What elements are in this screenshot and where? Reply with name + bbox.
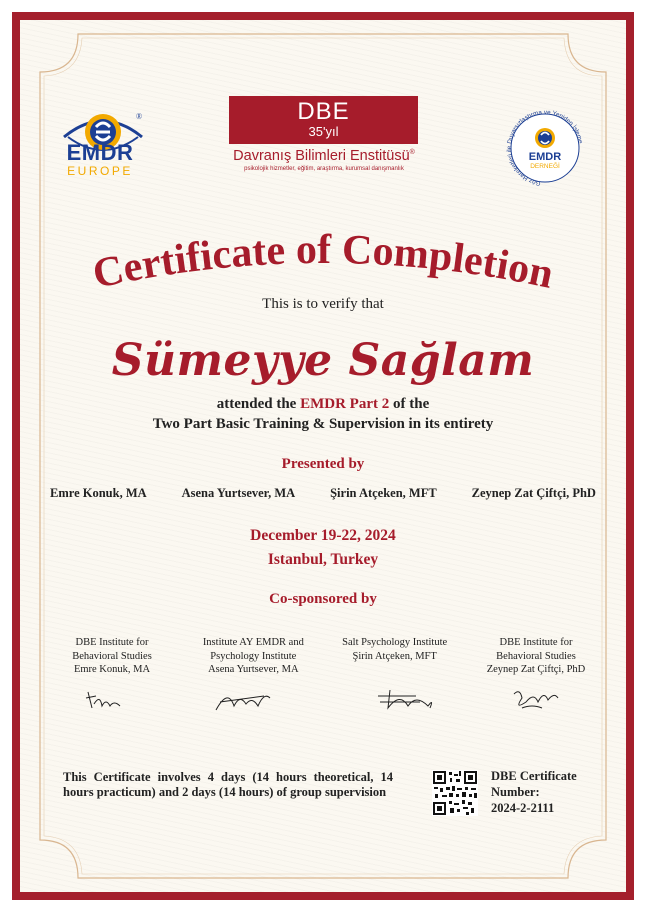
qr-code-icon bbox=[432, 770, 478, 816]
sponsor-line: Behavioral Studies bbox=[72, 650, 152, 662]
sponsor-line: DBE Institute for bbox=[75, 637, 149, 648]
sponsor-item bbox=[468, 636, 604, 677]
dbe-years: 35'yıl bbox=[308, 124, 339, 139]
signature-icon bbox=[86, 692, 120, 708]
dbe-name-text: Davranış Bilimleri Enstitüsü bbox=[233, 148, 410, 164]
sponsor-line: Psychology Institute bbox=[210, 650, 297, 662]
registered-mark: ® bbox=[136, 112, 143, 121]
footer-note: This Certificate involves 4 days (14 hours theoretical, 14 hours practicum) and 2 days (14 hours) of group supervision bbox=[63, 770, 393, 799]
sponsors-list bbox=[44, 636, 604, 677]
dbe-tagline: psikolojik hizmetler, eğitim, araştırma, kurumsal danışmanlık bbox=[244, 166, 404, 172]
trainer-name: Şirin Atçeken, MFT bbox=[330, 486, 437, 500]
sponsor-line: Salt Psychology Institute bbox=[342, 637, 448, 648]
sponsor-line: Zeynep Zat Çiftçi, PhD bbox=[486, 664, 586, 675]
signature-icon bbox=[514, 692, 558, 708]
attended-suffix: of the bbox=[392, 396, 430, 412]
sponsor-line: Behavioral Studies bbox=[496, 650, 576, 662]
seal-sub: DERNEĞİ bbox=[530, 163, 560, 170]
sponsor-item bbox=[327, 636, 463, 677]
dbe-name bbox=[219, 148, 429, 164]
presented-by-label: Presented by bbox=[281, 456, 365, 472]
sponsor-item bbox=[44, 636, 180, 677]
signature-icon bbox=[378, 690, 432, 708]
signature-icon bbox=[216, 696, 270, 710]
trainer-name: Zeynep Zat Çiftçi, PhD bbox=[471, 486, 596, 500]
emdr-europe-sub: EUROPE bbox=[67, 164, 133, 178]
trainers-list bbox=[50, 486, 596, 501]
trainer-name: Emre Konuk, MA bbox=[50, 486, 147, 500]
trainer-name: Asena Yurtsever, MA bbox=[181, 486, 296, 500]
training-location: Istanbul, Turkey bbox=[267, 551, 379, 568]
training-line: Two Part Basic Training & Supervision in its entirety bbox=[152, 416, 494, 432]
certificate-number bbox=[491, 768, 601, 816]
certificate-number-label: DBE Certificate bbox=[491, 769, 577, 783]
title-text: Certificate of Completion bbox=[88, 226, 558, 298]
emdr-dernegi-seal bbox=[500, 106, 590, 186]
emdr-europe-name: EMDR bbox=[66, 140, 134, 165]
cosponsored-by-label: Co-sponsored by bbox=[269, 591, 377, 607]
dbe-mark: DBE bbox=[297, 98, 350, 125]
certificate-number-value: 2024-2-2111 bbox=[491, 801, 555, 815]
sponsor-line: DBE Institute for bbox=[499, 637, 573, 648]
sponsor-item bbox=[185, 636, 321, 677]
sponsor-line: Asena Yurtsever, MA bbox=[208, 664, 299, 675]
seal-name: EMDR bbox=[528, 151, 562, 163]
sponsor-line: Institute AY EMDR and bbox=[202, 637, 304, 648]
training-dates: December 19-22, 2024 bbox=[250, 527, 396, 544]
dbe-registered: ® bbox=[409, 149, 415, 157]
attended-line bbox=[0, 396, 646, 413]
certificate-number-label-2: Number: bbox=[491, 785, 540, 799]
attended-course: EMDR Part 2 bbox=[300, 396, 390, 412]
signatures-row bbox=[44, 684, 604, 714]
sponsor-line: Emre Konuk, MA bbox=[73, 664, 151, 675]
verify-line: This is to verify that bbox=[262, 296, 384, 312]
sponsor-line: Şirin Atçeken, MFT bbox=[352, 650, 437, 662]
attended-prefix: attended the bbox=[216, 396, 297, 412]
seal-ring-text: Göz Hareketleri ile Duyarsızlaştırma ve Yeniden İşleme bbox=[506, 108, 584, 186]
recipient-name: Sümeyye Sağlam bbox=[111, 335, 535, 386]
